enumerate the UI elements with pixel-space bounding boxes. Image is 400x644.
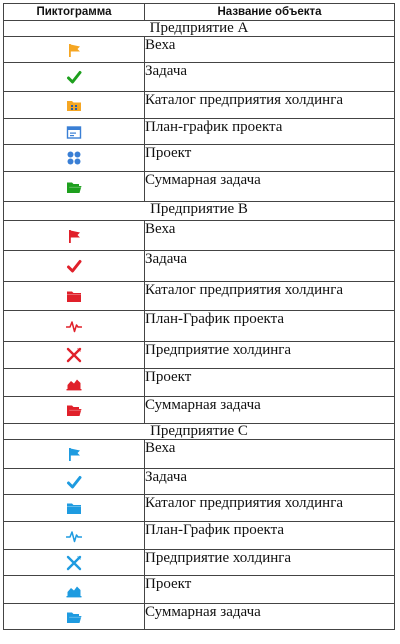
object-name: Каталог предприятия холдинга (145, 495, 395, 522)
calendar-window-icon (66, 123, 82, 140)
table-row (4, 495, 395, 522)
holding-catalog-icon (66, 96, 82, 113)
icon-cell (4, 495, 145, 522)
table-row (4, 221, 395, 251)
object-name: Проект (145, 576, 395, 604)
object-name: Задача (145, 251, 395, 282)
plane-icon (66, 554, 82, 571)
grid-dots-icon (66, 149, 82, 166)
icon-cell (4, 397, 145, 424)
icon-cell (4, 440, 145, 469)
checkmark-icon (66, 257, 82, 274)
table-row (4, 92, 395, 119)
table-row (4, 469, 395, 495)
area-chart-icon (66, 374, 82, 391)
icon-cell (4, 63, 145, 92)
icon-cell (4, 221, 145, 251)
table-row (4, 282, 395, 311)
object-name: Веха (145, 37, 395, 63)
flag-icon (66, 227, 82, 244)
open-folder-icon (66, 608, 82, 625)
section-row (4, 202, 395, 221)
table-row (4, 251, 395, 282)
table-row (4, 172, 395, 202)
object-name: Проект (145, 369, 395, 397)
open-folder-icon (66, 401, 82, 418)
area-chart-icon (66, 581, 82, 598)
section-title: Предприятие А (4, 21, 395, 37)
icon-cell (4, 469, 145, 495)
header-row (4, 4, 395, 21)
icon-cell (4, 92, 145, 119)
icon-cell (4, 37, 145, 63)
folder-icon (66, 287, 82, 304)
object-name: План-График проекта (145, 311, 395, 342)
open-folder-icon (66, 178, 82, 195)
icon-cell (4, 282, 145, 311)
icon-cell (4, 342, 145, 369)
folder-icon (66, 499, 82, 516)
table-row (4, 63, 395, 92)
table-row (4, 342, 395, 369)
header-name-column: Название объекта (145, 4, 395, 21)
section-row (4, 21, 395, 37)
table-row (4, 440, 395, 469)
flag-icon (66, 445, 82, 462)
table-row (4, 119, 395, 145)
object-name: Каталог предприятия холдинга (145, 282, 395, 311)
object-name: Задача (145, 469, 395, 495)
section-row (4, 424, 395, 440)
object-name: План-график проекта (145, 119, 395, 145)
object-name: Суммарная задача (145, 604, 395, 630)
pulse-icon (66, 527, 82, 544)
icon-cell (4, 119, 145, 145)
legend-body (4, 21, 395, 630)
table-row (4, 522, 395, 550)
object-name: Предприятие холдинга (145, 550, 395, 576)
object-name: Суммарная задача (145, 172, 395, 202)
flag-icon (66, 41, 82, 58)
object-name: Веха (145, 221, 395, 251)
header-icon-column: Пиктограмма (4, 4, 145, 21)
icon-cell (4, 522, 145, 550)
icon-legend-table (3, 3, 395, 630)
icon-cell (4, 550, 145, 576)
table-row (4, 550, 395, 576)
table-row (4, 397, 395, 424)
checkmark-icon (66, 473, 82, 490)
table-row (4, 604, 395, 630)
icon-cell (4, 145, 145, 172)
icon-cell (4, 311, 145, 342)
icon-cell (4, 251, 145, 282)
object-name: Проект (145, 145, 395, 172)
object-name: План-График проекта (145, 522, 395, 550)
table-row (4, 369, 395, 397)
icon-cell (4, 172, 145, 202)
table-row (4, 576, 395, 604)
object-name: Предприятие холдинга (145, 342, 395, 369)
icon-cell (4, 576, 145, 604)
icon-cell (4, 604, 145, 630)
checkmark-icon (66, 68, 82, 85)
object-name: Суммарная задача (145, 397, 395, 424)
object-name: Веха (145, 440, 395, 469)
pulse-icon (66, 317, 82, 334)
table-row (4, 145, 395, 172)
icon-cell (4, 369, 145, 397)
section-title: Предприятие С (4, 424, 395, 440)
table-row (4, 311, 395, 342)
table-row (4, 37, 395, 63)
plane-icon (66, 346, 82, 363)
section-title: Предприятие В (4, 202, 395, 221)
object-name: Задача (145, 63, 395, 92)
object-name: Каталог предприятия холдинга (145, 92, 395, 119)
